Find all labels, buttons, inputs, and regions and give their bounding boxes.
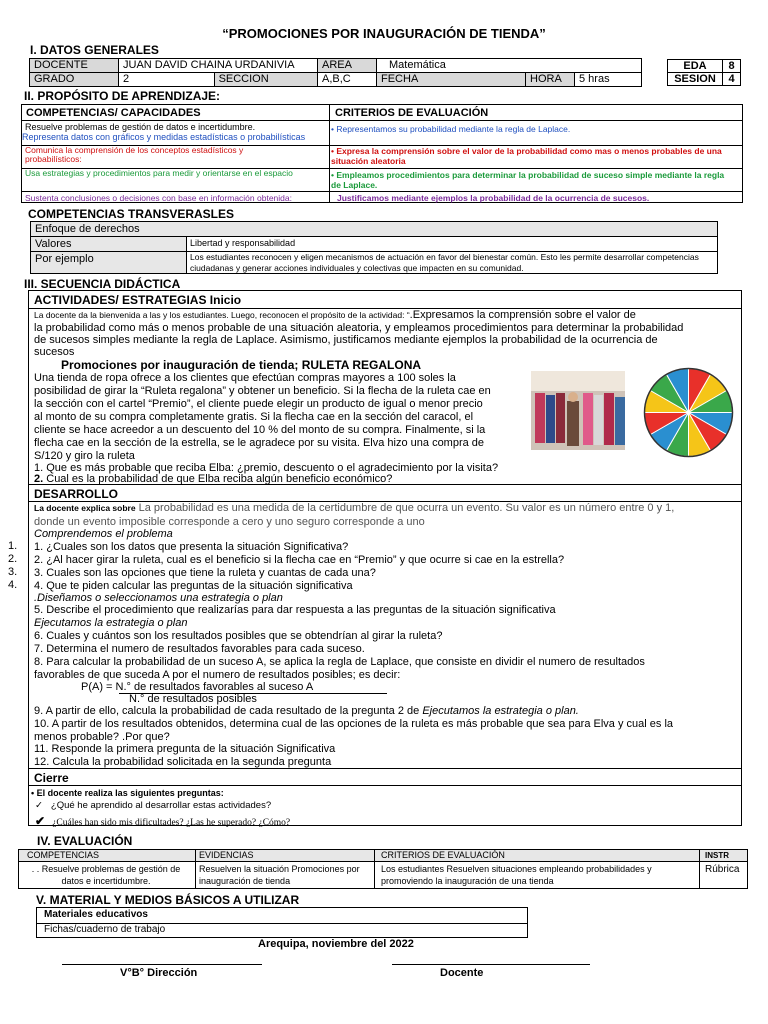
cierre-heading: Cierre	[34, 771, 69, 785]
criterio-1-text: Representamos su probabilidad mediante la regla de Laplace.	[336, 124, 571, 134]
docente-value: JUAN DAVID CHAINA URDANIVIA	[119, 59, 318, 73]
competencia-main: Resuelve problemas de gestión de datos e incertidumbre.	[25, 122, 256, 132]
question-2-text: Cual es la probabilidad de que Elba reciba algún beneficio económico?	[43, 473, 393, 485]
intro-rest: .Expresamos la comprensión sobre el valor de	[409, 309, 636, 321]
step-3: 3. Cuales son las opciones que tiene la ruleta y cuantas de cada una?	[34, 567, 376, 579]
material-row-1: Materiales educativos	[44, 909, 148, 920]
story-line-6: flecha cae en la sección de la estrella, se le agradece por su visita. Elva hizo una compra de	[34, 437, 485, 449]
capacidad-4: Sustenta conclusiones o decisiones con base en información obtenida:	[25, 193, 292, 203]
capacidad-3: Usa estrategias y procedimientos para medir y orientarse en el espacio	[25, 168, 293, 178]
explica-label: La docente explica sobre	[34, 503, 136, 513]
material-row-2: Fichas/cuaderno de trabajo	[44, 924, 166, 935]
step-9	[34, 705, 579, 717]
docente-signature-label: Docente	[440, 967, 484, 979]
fecha-label: FECHA	[377, 73, 526, 87]
cierre-question-1	[35, 800, 271, 811]
eda-label: EDA	[668, 60, 723, 73]
story-line-2: posibilidad de girar la “Ruleta regalona” y obtener un beneficio. Si la flecha de la ruleta cae en	[34, 385, 491, 397]
vobo-direccion: V°B° Dirección	[120, 967, 198, 979]
clothing-store-photo	[531, 371, 625, 450]
intro-line-2: la probabilidad como más o menos probable de una situación aleatoria, y empleamos procedimientos para determinar la probabilidad	[34, 322, 684, 334]
desarrollo-heading: DESARROLLO	[34, 487, 118, 501]
criterio-1: • Representamos su probabilidad mediante la regla de Laplace.	[331, 124, 571, 134]
comprendemos-label: Comprendemos el problema	[34, 528, 173, 540]
proposito-table	[21, 104, 743, 203]
disenamos-label: .Diseñamos o seleccionamos una estrategia o plan	[34, 592, 283, 604]
eval-criterio: Los estudiantes Resuelven situaciones empleando probabilidades y promoviendo la inauguración de una tienda	[381, 864, 652, 886]
cierre-question-1-text: ¿Qué he aprendido al desarrollar estas actividades?	[50, 800, 272, 811]
section-heading-material: V. MATERIAL Y MEDIOS BÁSICOS A UTILIZAR	[36, 893, 300, 907]
eval-header-instr: INSTR	[705, 851, 729, 860]
grado-label: GRADO	[30, 73, 119, 87]
transversales-table	[30, 221, 718, 274]
eval-competencia: . . Resuelve problemas de gestión de datos e incertidumbre.	[31, 864, 181, 886]
transversales-heading: COMPETENCIAS TRANSVERASLES	[28, 207, 235, 221]
material-table	[36, 907, 528, 938]
step-9-ref: Ejecutamos la estrategia o plan.	[422, 705, 579, 717]
eval-header-criterios: CRITERIOS DE EVALUACIÓN	[381, 850, 505, 860]
question-1: 1. Que es más probable que reciba Elba: ¿premio, descuento o el agradecimiento por la visita?	[34, 462, 499, 474]
criterios-header: CRITERIOS DE EVALUACIÓN	[335, 107, 489, 119]
explica-text: La probabilidad es una medida de la certidumbre de que ocurra un evento. Su valor es un número entre 0 y 1,	[135, 502, 675, 514]
ejemplo-label: Por ejemplo	[35, 253, 94, 265]
criterio-3-text: Empleamos procedimientos para determinar la probabilidad de suceso simple mediante la regla de Laplace.	[331, 170, 725, 190]
competencias-header: COMPETENCIAS/ CAPACIDADES	[26, 107, 201, 119]
check-icon: ✓	[35, 800, 43, 811]
capacidad-2: Comunica la comprensión de los conceptos estadísticos y probabilísticos:	[25, 145, 244, 164]
signature-line-docente	[392, 964, 590, 965]
valores-value: Libertad y responsabilidad	[190, 238, 296, 248]
explica-line-1	[34, 502, 674, 514]
step-4: 4. Que te piden calcular las preguntas de la situación significativa	[34, 580, 353, 592]
sesion-label: SESION	[668, 73, 723, 86]
step-10: 10. A partir de los resultados obtenidos, determina cual de las opciones de la ruleta es más probable que sea para Elva y cual es la	[34, 718, 673, 730]
eval-header-competencias: COMPETENCIAS	[27, 850, 100, 860]
ejemplo-value: Los estudiantes reconocen y eligen mecanismos de actuación en favor del bienestar común. Esto les permite desarrollar competencias ciudadanas y generar acciones individuales y colectivas que impacten en su comunidad.	[190, 252, 699, 273]
inicio-heading: ACTIVIDADES/ ESTRATEGIAS Inicio	[34, 293, 242, 307]
criterio-2: • Expresa la comprensión sobre el valor de la probabilidad como mas o menos probables de una situación aleatoria	[331, 146, 722, 166]
evaluacion-table	[18, 849, 748, 889]
margin-number-1: 1.	[8, 540, 18, 552]
step-7: 7. Determina el numero de resultados favorables para cada suceso.	[34, 643, 365, 655]
formula-numerator: P(A) = N.° de resultados favorables al suceso A	[81, 681, 314, 693]
story-line-3: la sección con el cartel “Premio”, el cliente puede elegir un producto de igual o menor precio	[34, 398, 483, 410]
docente-label: DOCENTE	[30, 59, 119, 73]
eval-instrumento: Rúbrica	[705, 864, 740, 875]
roulette-wheel-image	[642, 366, 735, 459]
margin-number-2: 2.	[8, 553, 18, 565]
intro-small: La docente da la bienvenida a las y los estudiantes. Luego, reconocen el propósito de la actividad: “	[34, 310, 410, 320]
step-1: 1. ¿Cuales son los datos que presenta la situación Significativa?	[34, 541, 349, 553]
story-line-7: S/120 y giro la ruleta	[34, 450, 135, 462]
document-title: “PROMOCIONES POR INAUGURACIÓN DE TIENDA”	[222, 26, 546, 41]
cierre-intro: • El docente realiza las siguientes preguntas:	[31, 788, 224, 798]
step-5: 5. Describe el procedimiento que realizarías para dar respuesta a las preguntas de la situación significativa	[34, 604, 556, 616]
intro-line-3: de sucesos simples mediante la regla de Laplace. Asimismo, justificamos mediante ejemplos la probabilidad de la ocurrencia de	[34, 334, 658, 346]
ejecutamos-label: Ejecutamos la estrategia o plan	[34, 617, 188, 629]
criterio-2-text: Expresa la comprensión sobre el valor de la probabilidad como mas o menos probables de una situación aleatoria	[331, 146, 722, 166]
cierre-intro-text: El docente realiza las siguientes preguntas:	[36, 788, 224, 798]
section-heading-evaluacion: IV. EVALUACIÓN	[37, 834, 133, 848]
seccion-label: SECCION	[214, 73, 317, 87]
eda-value: 8	[723, 60, 741, 73]
area-label: AREA	[318, 59, 377, 73]
eval-evidencia: Resuelven la situación Promociones por inauguración de tienda	[199, 864, 360, 886]
step-12: 12. Calcula la probabilidad solicitada en la segunda pregunta	[34, 756, 332, 768]
place-date: Arequipa, noviembre del 2022	[258, 938, 414, 950]
check-icon: ✔	[35, 814, 46, 828]
step-8: 8. Para calcular la probabilidad de un suceso A, se aplica la regla de Laplace, que consiste en dividir el numero de resultados	[34, 656, 645, 668]
signature-line-direccion	[62, 964, 262, 965]
question-2-number: 2.	[34, 473, 44, 485]
hora-label: HORA	[526, 73, 575, 87]
formula-denominator: N.° de resultados posibles	[129, 693, 257, 705]
margin-number-3: 3.	[8, 566, 18, 578]
cierre-question-2-text: ¿Cuáles han sido mis dificultades? ¿Las he superado? ¿Cómo?	[52, 818, 291, 828]
step-8-cont: favorables de que suceda A por el numero de resultados posibles; es decir:	[34, 669, 401, 681]
capacidad-1: Representa datos con gráficos y medidas estadísticas o probabilísticas	[22, 132, 306, 142]
seccion-value: A,B,C	[318, 73, 377, 87]
step-2: 2. ¿Al hacer girar la ruleta, cual es el beneficio si la flecha cae en “Premio” y que ocurre si cae en la estrella?	[34, 554, 565, 566]
section-heading-secuencia: III. SECUENCIA DIDÁCTICA	[24, 277, 181, 291]
margin-number-4: 4.	[8, 579, 18, 591]
eda-table	[667, 59, 741, 86]
explica-line-2: donde un evento imposible corresponde a cero y uno seguro corresponde a uno	[34, 516, 425, 528]
datos-table	[29, 58, 642, 87]
story-line-4: al monto de su compra completamente gratis. Si la flecha cae en la sección del caracol, el	[34, 411, 474, 423]
step-6: 6. Cuales y cuántos son los resultados posibles que se obtendrían al girar la ruleta?	[34, 630, 443, 642]
intro-line-1	[34, 309, 636, 321]
story-line-5: cliente se hace acreedor a un descuento del 10 % del monto de su compra. Finalmente, si la	[34, 424, 486, 436]
valores-label: Valores	[35, 238, 72, 250]
step-11: 11. Responde la primera pregunta de la situación Significativa	[34, 743, 336, 755]
sesion-value: 4	[723, 73, 741, 86]
step-9-text: 9. A partir de ello, calcula la probabilidad de cada resultado de la pregunta 2 de	[34, 705, 423, 717]
step-10-cont: menos probable? .Por que?	[34, 731, 170, 743]
intro-line-4: sucesos	[34, 346, 75, 358]
section-heading-proposito: II. PROPÓSITO DE APRENDIZAJE:	[24, 89, 221, 103]
criterio-3: • Empleamos procedimientos para determinar la probabilidad de suceso simple mediante la regla de Laplace.	[331, 170, 725, 190]
enfoque-label: Enfoque de derechos	[35, 223, 140, 235]
criterio-4: Justificamos mediante ejemplos la probabilidad de la ocurrencia de sucesos.	[337, 193, 650, 203]
cierre-question-2	[35, 814, 290, 829]
hora-value: 5 hras	[575, 73, 642, 87]
question-2	[34, 473, 392, 485]
grado-value: 2	[119, 73, 215, 87]
secuencia-box	[28, 290, 742, 826]
story-subtitle: Promociones por inauguración de tienda; RULETA REGALONA	[61, 358, 422, 372]
area-value: Matemática	[377, 59, 642, 73]
story-line-1: Una tienda de ropa ofrece a los clientes que efectúan compras mayores a 100 soles la	[34, 372, 456, 384]
section-heading-datos: I. DATOS GENERALES	[30, 43, 159, 57]
eval-header-evidencias: EVIDENCIAS	[199, 850, 254, 860]
